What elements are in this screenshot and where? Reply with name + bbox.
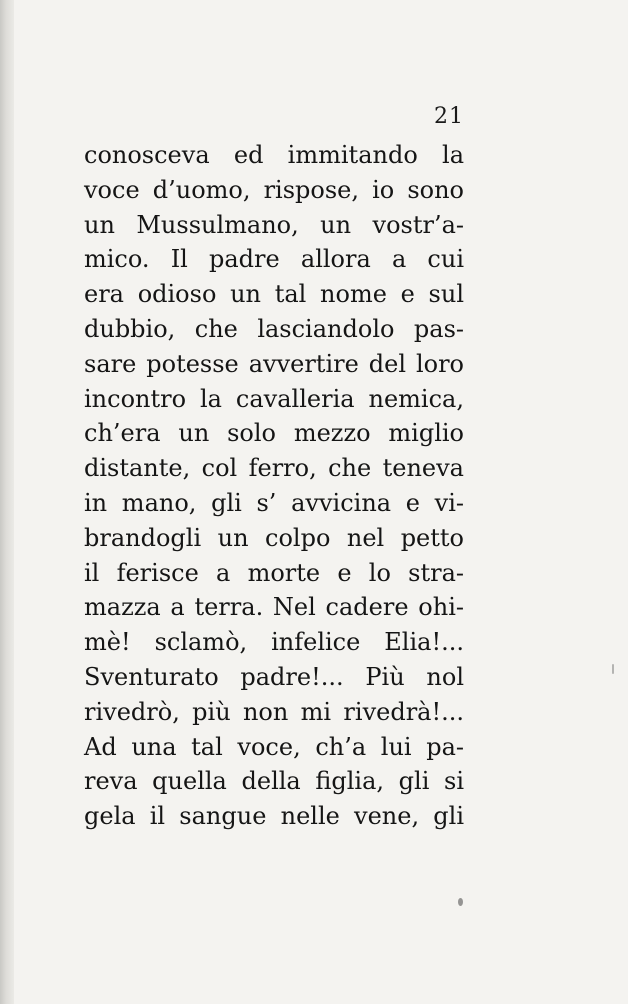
text-line: mazza a terra. Nel cadere ohi- bbox=[84, 593, 464, 622]
paper-speck bbox=[458, 898, 463, 906]
text-line: dubbio, che lasciandolo pas- bbox=[84, 314, 464, 343]
text-line: ch’era un solo mezzo miglio bbox=[84, 419, 464, 448]
text-line: mico. Il padre allora a cui bbox=[84, 245, 464, 274]
text-line: incontro la cavalleria nemica, bbox=[84, 384, 464, 413]
text-line: era odioso un tal nome e sul bbox=[84, 280, 464, 309]
text-line: conosceva ed immitando la bbox=[84, 141, 464, 169]
text-line: rivedrò, più non mi rivedrà!... bbox=[84, 697, 464, 726]
text-line: in mano, gli s’ avvicina e vi- bbox=[84, 488, 464, 517]
text-line: gela il sangue nelle vene, gli bbox=[84, 802, 464, 831]
text-line: sare potesse avvertire del loro bbox=[84, 349, 464, 378]
text-line: distante, col ferro, che teneva bbox=[84, 454, 464, 483]
text-line: un Mussulmano, un vostr’a- bbox=[84, 210, 464, 239]
text-line: brandogli un colpo nel petto bbox=[84, 523, 464, 552]
body-text bbox=[84, 138, 464, 834]
page-number: 21 bbox=[434, 104, 464, 129]
page-spine-shadow bbox=[0, 0, 14, 1004]
text-line: il ferisce a morte e lo stra- bbox=[84, 558, 464, 587]
text-line: mè! sclamò, infelice Elia!... bbox=[84, 628, 464, 657]
text-line: Ad una tal voce, ch’a lui pa- bbox=[84, 732, 464, 761]
paper-speck bbox=[612, 664, 614, 674]
text-line: reva quella della figlia, gli si bbox=[84, 767, 464, 796]
text-line: voce d’uomo, rispose, io sono bbox=[84, 175, 464, 204]
text-line: Sventurato padre!... Più nol bbox=[84, 662, 464, 691]
